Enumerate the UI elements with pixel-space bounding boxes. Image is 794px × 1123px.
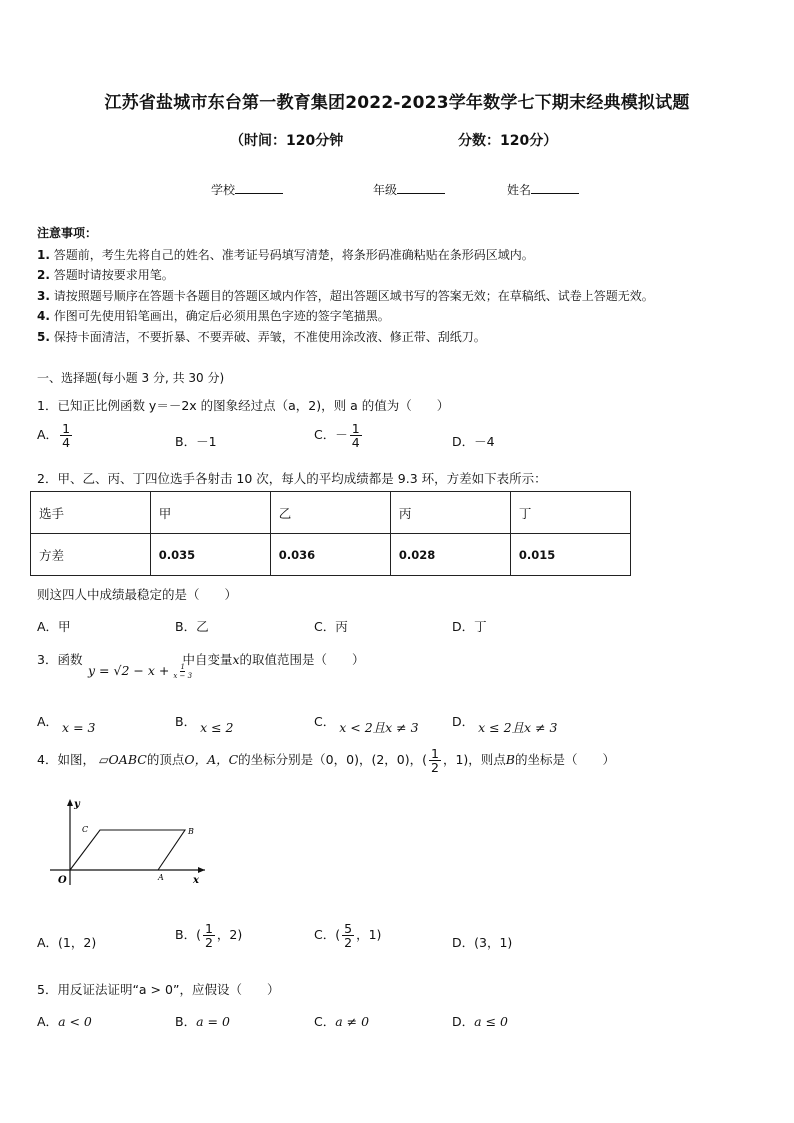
notice-item: 5. 保持卡面清洁，不要折暴、不要弄破、弄皱，不准使用涂改液、修正带、刮纸刀。 [37,330,486,344]
q2-option-a: A．甲 [37,619,71,634]
table-cell: 乙 [270,492,390,534]
grade-field: 年级 [373,181,445,198]
question-3-stem: 3．函数 中自变量x的取值范围是（ ） [37,652,365,667]
q1-option-a: A． $\frac{1}{4}$ [37,421,71,451]
function-expression: y = √2 − x + $\frac{1}{x - 3}$ [88,663,193,680]
question-1-stem: 1．已知正比例函数 y＝－2x 的图象经过点（a，2)，则 a 的值为（ ） [37,398,450,413]
question-2-stem: 2．甲、乙、丙、丁四位选手各射击 10 次，每人的平均成绩都是 9.3 环，方差如下表所示： [37,471,547,486]
table-cell: 丁 [510,492,630,534]
table-cell: 0.036 [270,534,390,576]
figure-label-a: A [158,873,164,882]
q4-option-a: A．(1，2) [37,935,97,950]
q2-option-b: B．乙 [175,619,209,634]
q4-option-b: B．( $\frac{1}{2}$ ，2) [175,921,243,951]
table-cell: 0.035 [150,534,270,576]
table-row [31,534,631,576]
table-cell: 0.028 [390,534,510,576]
notice-item: 3. 请按照题号顺序在答题卡各题目的答题区域内作答，超出答题区域书写的答案无效；在草稿纸、试卷上答题无效。 [37,289,654,303]
q1-option-d: D．－4 [452,434,495,449]
q3-option-a: A． x = 3 [37,714,96,735]
q4-option-d: D．(3，1) [452,935,513,950]
q2-option-d: D．丁 [452,619,487,634]
table-cell: 方差 [31,534,151,576]
figure-label-c: C [82,825,89,834]
q5-option-c: C．a ≠ 0 [314,1014,370,1029]
figure-label-o: O [58,875,67,886]
question-5-stem: 5．用反证法证明“a > 0”，应假设（ ） [37,982,280,997]
table-cell: 选手 [31,492,151,534]
q3-option-c: C． x < 2且x ≠ 3 [314,714,419,735]
figure-label-y: y [74,799,80,810]
q3-option-b: B． x ≤ 2 [175,714,234,735]
notice-item: 2. 答题时请按要求用笔。 [37,268,174,282]
q1-option-b: B．－1 [175,434,217,449]
q5-option-a: A．a < 0 [37,1014,92,1029]
table-cell: 丙 [390,492,510,534]
exam-title: 江苏省盐城市东台第一教育集团2022-2023学年数学七下期末经典模拟试题 [104,93,690,113]
notice-title: 注意事项： [37,226,98,240]
notice-item: 1. 答题前，考生先将自己的姓名、准考证号码填写清楚，将条形码准确粘贴在条形码区域内。 [37,248,534,262]
question-2-prompt: 则这四人中成绩最稳定的是（ ） [37,587,238,602]
table-cell: 0.015 [510,534,630,576]
notice-item: 4. 作图可先使用铅笔画出，确定后必须用黑色字迹的签字笔描黑。 [37,309,390,323]
figure-label-b: B [188,827,194,836]
q5-option-d: D．a ≤ 0 [452,1014,508,1029]
table-row [31,492,631,534]
section-heading: 一、选择题(每小题 3 分, 共 30 分) [37,371,225,385]
parallelogram-figure [40,795,210,887]
school-field: 学校 [211,181,283,198]
question-4-stem: 4．如图， ▱OABC的顶点O，A，C的坐标分别是（0，0)，(2，0)，( $\frac{1}{2}$ ，1)，则点B的坐标是（ ） [37,746,615,776]
score-label: 分数：120分） [458,133,558,149]
q3-option-d: D． x ≤ 2且x ≠ 3 [452,714,558,735]
figure-label-x: x [193,875,199,886]
variance-table [30,491,631,576]
name-field: 姓名 [507,181,579,198]
time-label: （时间：120分钟 [230,133,344,149]
q1-option-c: C．－ $\frac{1}{4}$ [314,421,360,451]
table-cell: 甲 [150,492,270,534]
q4-option-c: C．( $\frac{5}{2}$ ，1) [314,921,382,951]
q5-option-b: B．a = 0 [175,1014,230,1029]
q2-option-c: C．丙 [314,619,348,634]
